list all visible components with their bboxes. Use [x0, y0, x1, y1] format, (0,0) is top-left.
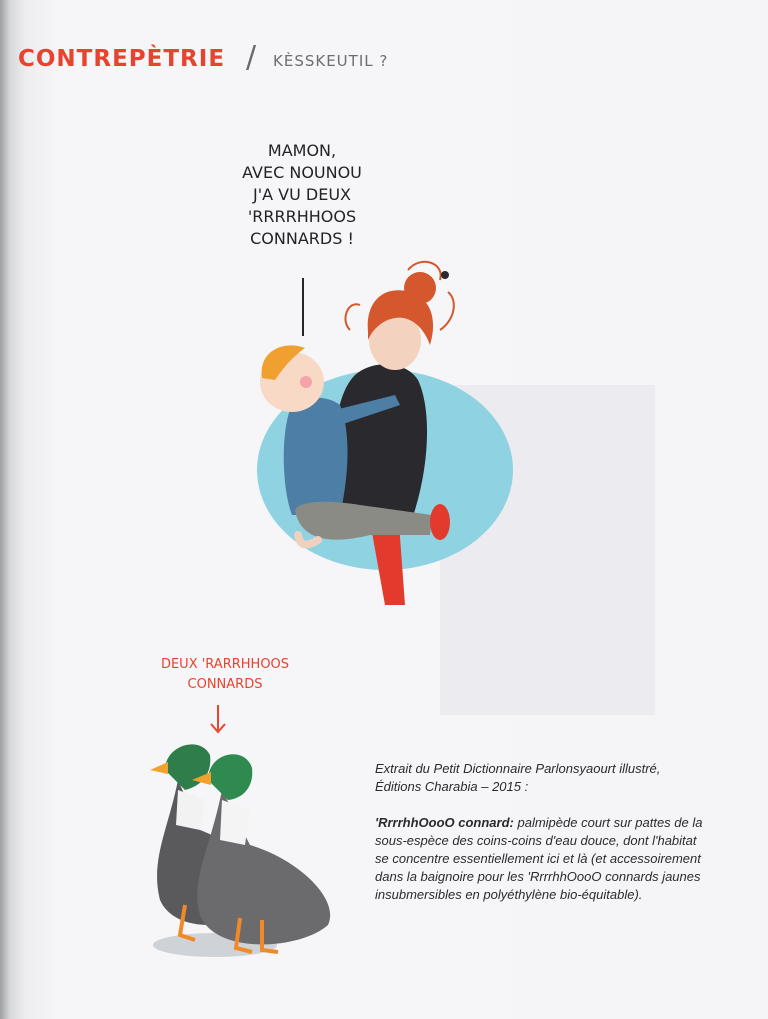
- header-subtitle: KÈSSKEUTIL ?: [273, 52, 389, 70]
- callout-line: CONNARDS: [187, 677, 263, 692]
- duck-front: [192, 754, 330, 952]
- definition-paragraph: [375, 814, 705, 904]
- header-separator: /: [246, 40, 257, 75]
- speech-line: MAMON,: [267, 141, 337, 160]
- ducks-illustration: [150, 705, 330, 957]
- definition-term: 'RrrrhhOooO connard:: [375, 815, 514, 830]
- duck-callout: [140, 655, 310, 695]
- mother-torso: [335, 364, 427, 525]
- callout-arrow: [211, 705, 225, 732]
- source-line: Extrait du Petit Dictionnaire Parlonsyaourt illustré,: [375, 761, 661, 776]
- speech-line: CONNARDS !: [250, 229, 354, 248]
- header-title: CONTREPÈTRIE: [18, 46, 226, 72]
- speech-line: AVEC NOUNOU: [242, 163, 362, 182]
- mother-child-illustration: [257, 262, 513, 605]
- child-shoe: [430, 504, 450, 540]
- definition-block: [375, 760, 705, 904]
- mother-hair-bun: [404, 272, 436, 304]
- source-line: Éditions Charabia – 2015 :: [375, 779, 529, 794]
- speech-line: 'RRRRHHOOS: [247, 207, 357, 226]
- definition-text: palmipède court sur pattes de la sous-espèce des coins-coins d'eau douce, dont l'habitat se concentre essentiellement ici et là (et accessoirement dans la baignoire pour les 'RrrrhhOooO connards jaunes insubmersibles en polyéthylène bio-équitable).: [375, 815, 703, 902]
- callout-line: DEUX 'RARRHHOOS: [160, 657, 290, 672]
- speech-line: J'A VU DEUX: [253, 185, 351, 204]
